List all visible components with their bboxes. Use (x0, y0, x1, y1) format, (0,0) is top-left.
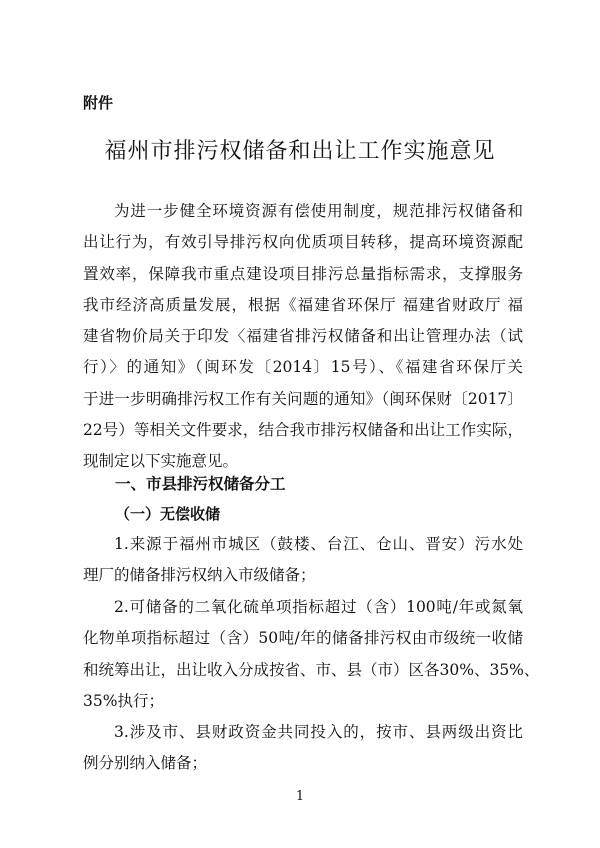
item-line: 例分别纳入储备； (83, 754, 208, 773)
intro-line: 出让行为，有效引导排污权向优质项目转移，提高环境资源配 (83, 233, 523, 252)
intro-line: 行）〉的通知》（闽环发〔2014〕15号）、《福建省环保厅关 (83, 358, 523, 377)
section-heading: 一、市县排污权储备分工 (115, 475, 286, 493)
page-number: 1 (295, 789, 305, 804)
intro-line: 为进一步健全环境资源有偿使用制度，规范排污权储备和 (114, 202, 523, 220)
document-title: 福州市排污权储备和出让工作实施意见 (104, 139, 496, 164)
intro-line: 建省物价局关于印发〈福建省排污权储备和出让管理办法（试 (83, 327, 523, 346)
item-1 (83, 529, 523, 592)
item-3 (83, 717, 523, 780)
intro-line: 22号）等相关文件要求，结合我市排污权储备和出让工作实际， (83, 421, 523, 440)
item-line: 和统筹出让，出让收入分成按省、市、县（市）区各30%、35%、 (83, 660, 540, 679)
item-line: 3.涉及市、县财政资金共同投入的，按市、县两级出资比 (114, 723, 523, 741)
intro-paragraph (83, 196, 523, 478)
item-2 (83, 592, 540, 717)
attachment-label: 附件 (83, 94, 114, 112)
item-line: 化物单项指标超过（含）50吨/年的储备排污权由市级统一收储 (83, 629, 523, 648)
item-line: 理厂的储备排污权纳入市级储备； (83, 566, 316, 585)
intro-line: 于进一步明确排污权工作有关问题的通知》（闽环保财〔2017〕 (83, 389, 523, 408)
intro-line: 现制定以下实施意见。 (83, 452, 239, 471)
item-line: 2.可储备的二氧化硫单项指标超过（含）100吨/年或氮氧 (114, 598, 523, 616)
intro-line: 我市经济高质量发展，根据《福建省环保厅 福建省财政厅 福 (83, 295, 523, 314)
item-line: 35%执行； (83, 691, 164, 710)
item-line: 1.来源于福州市城区（鼓楼、台江、仓山、晋安）污水处 (114, 535, 523, 553)
subsection-heading: （一）无偿收储 (115, 505, 221, 523)
intro-line: 置效率，保障我市重点建设项目排污总量指标需求，支撑服务 (83, 264, 523, 283)
